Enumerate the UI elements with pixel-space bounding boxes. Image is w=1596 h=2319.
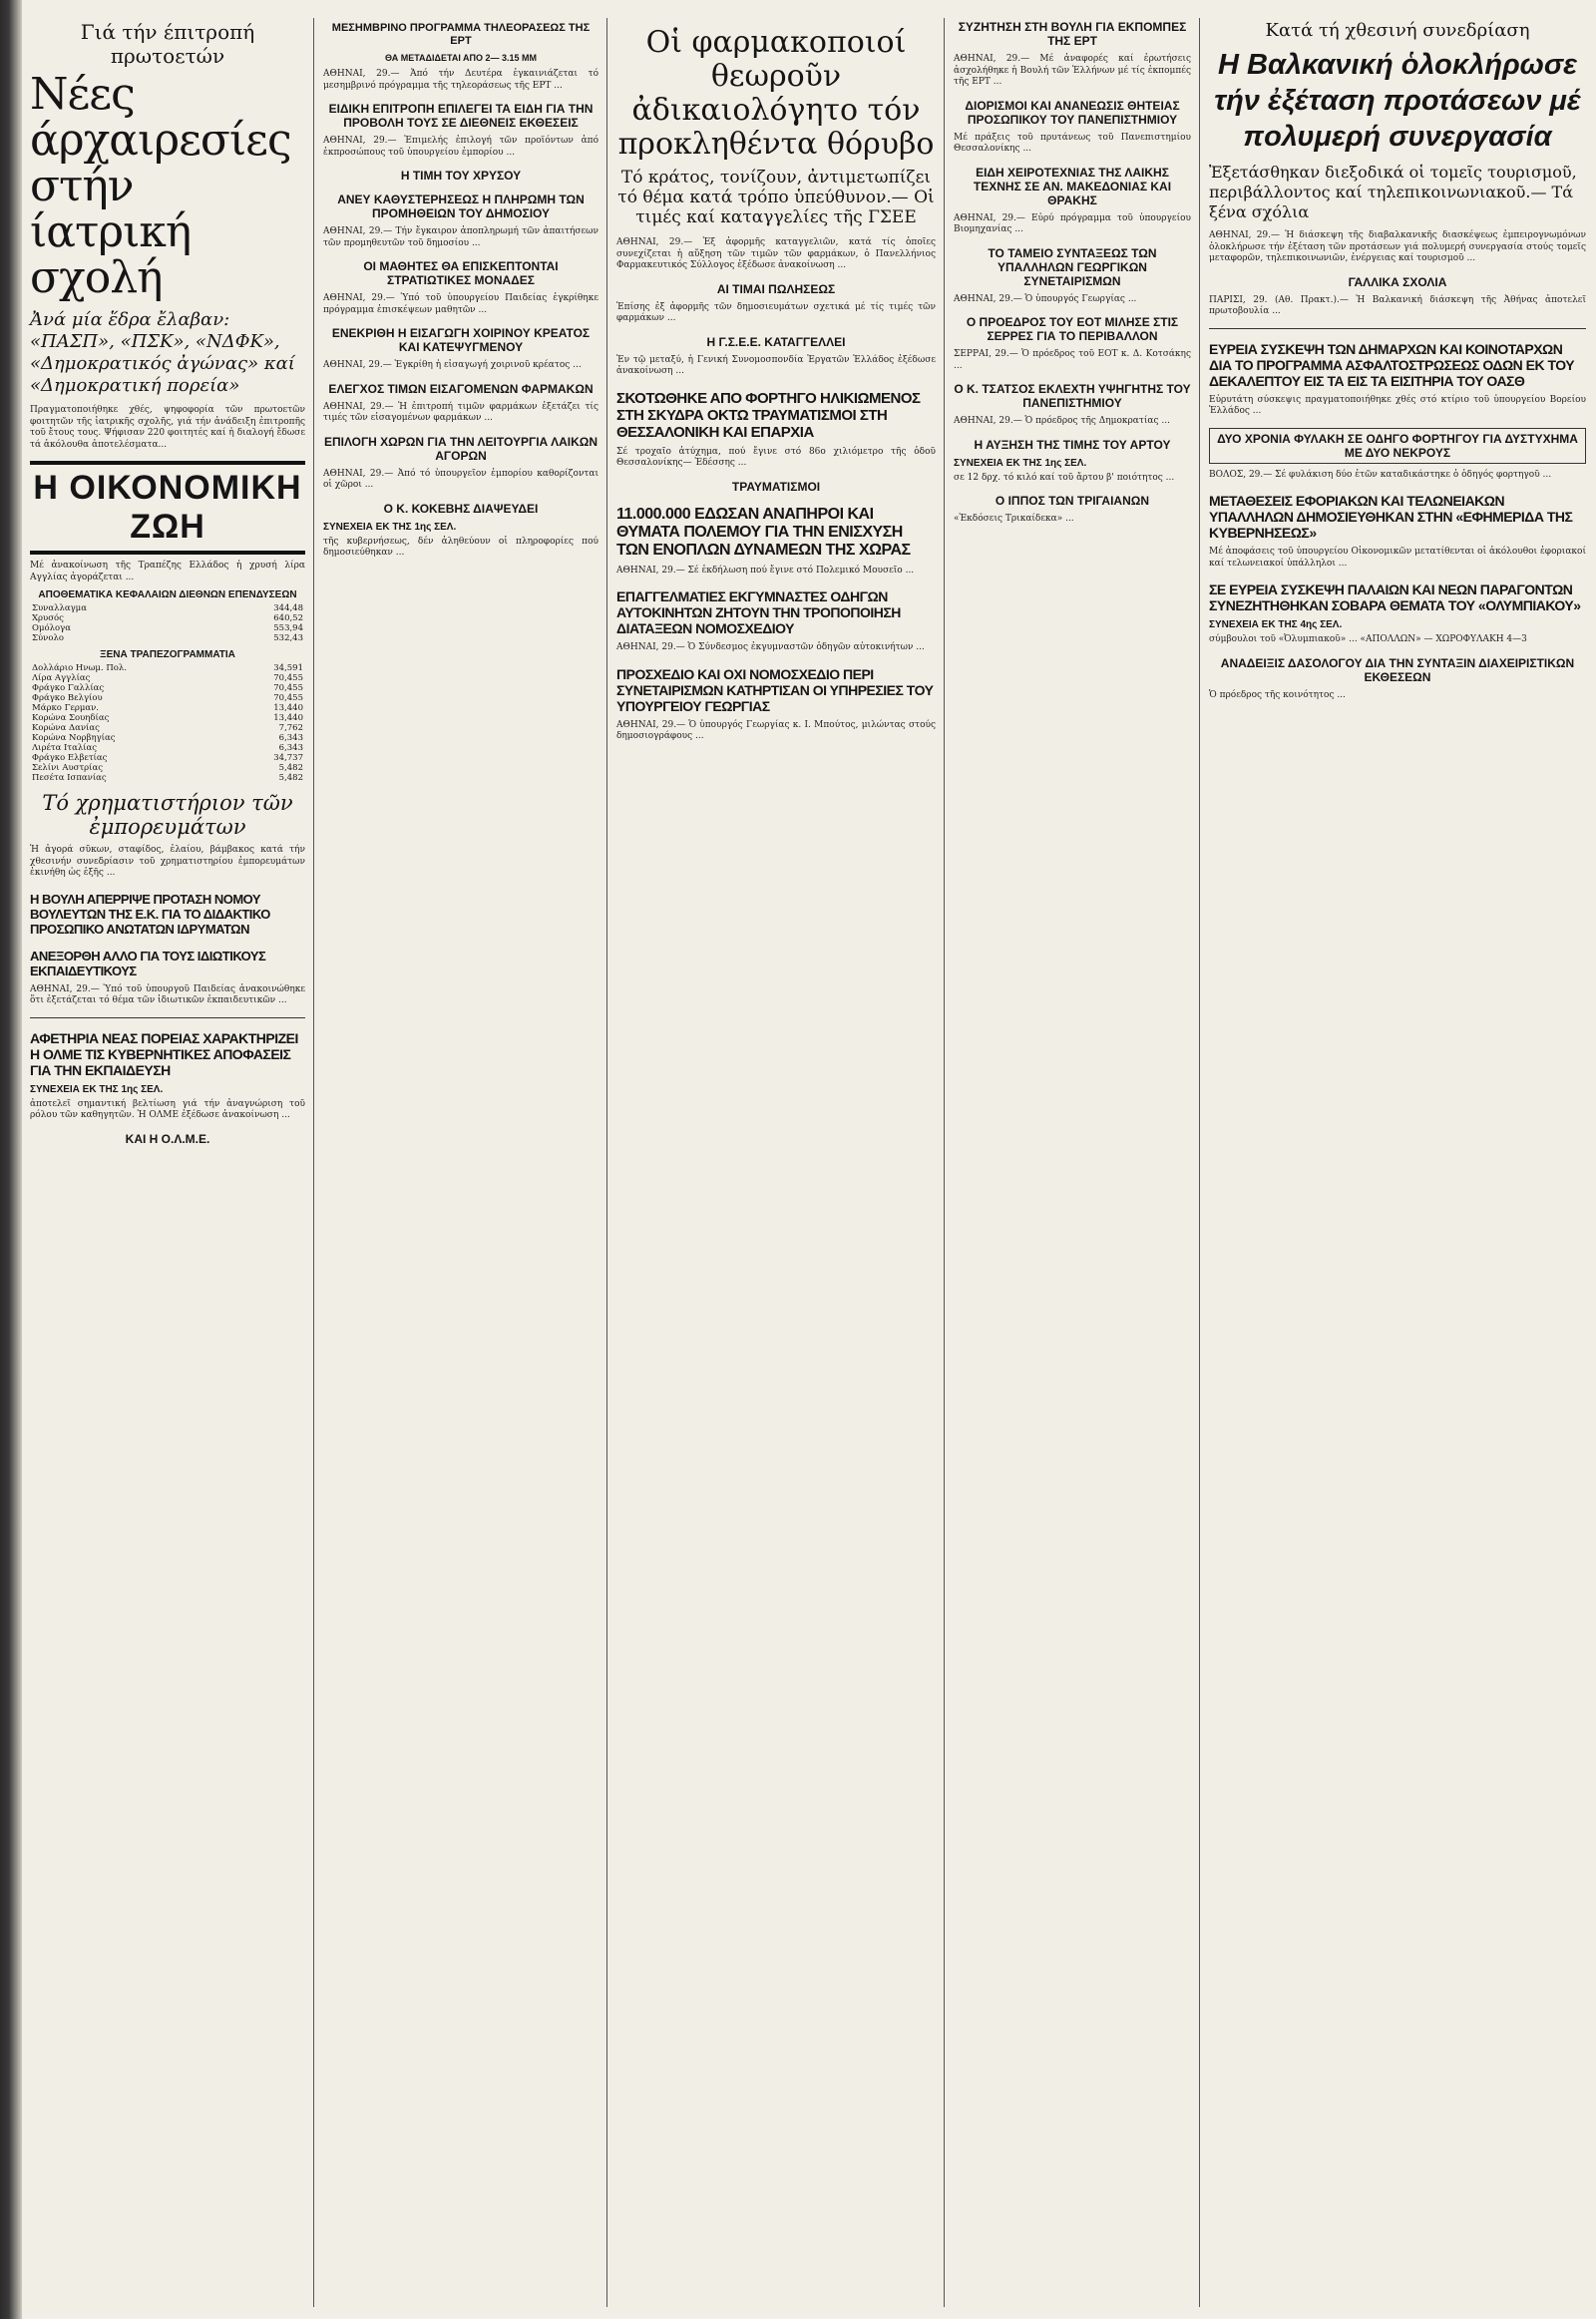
- table-row: [30, 733, 305, 743]
- row-label: Χρυσός: [32, 613, 64, 623]
- tsatsos-body: ΑΘΗΝΑΙ, 29.— Ὁ πρόεδρος τῆς Δημοκρατίας ...: [954, 416, 1170, 426]
- payments-body: ΑΘΗΝΑΙ, 29.— Τήν ἔγκαιρον ἀποπληρωμή τῶν ἀπαιτήσεων τῶν προμηθευτῶν τοῦ δημοσίου ...: [323, 226, 598, 248]
- economic-life-body: Μέ ἀνακοίνωση τῆς Τραπέζης Ελλάδος ἡ χρυσή λίρα Αγγλίας ἀγοράζεται ...: [30, 561, 305, 582]
- row-label: Συναλλαγμα: [32, 603, 87, 613]
- column-rule: [606, 18, 607, 2307]
- university-appointments-body: Μέ πράξεις τοῦ πρυτάνεως τοῦ Πανεπιστημίου Θεσσαλονίκης ...: [954, 132, 1191, 154]
- kokkevis-headline: Ο Κ. ΚΟΚΕΒΗΣ ΔΙΑΨΕΥΔΕΙ: [383, 501, 539, 516]
- medical-body: Πραγματοποιήθηκε χθές, ψηφοφορία τῶν πρωτοετῶν φοιτητῶν τῆς ἰατρικῆς σχολῆς, γιά τήν ἀνάδειξη ἐπιτροπῆς τοῦ ἔτους τους. Ψήφισαν 220 φοιτητές καί ἡ διαλογή ἔδωσε τά ἀκόλουθα ἀποτελέσματα...: [30, 405, 305, 450]
- pharmacists-body: ΑΘΗΝΑΙ, 29.— Ἐξ ἀφορμῆς καταγγελιῶν, κατά τίς ὁποῖες συνεχίζεται ἡ αὔξηση τῶν τιμῶν τῶν φαρμάκων, ὁ Πανελλήνιος Φαρμακευτικός Σύλλογος ἐξέδωσε ἀνακοίνωση ...: [616, 237, 936, 270]
- table-row: [30, 613, 305, 623]
- table-row: [30, 603, 305, 613]
- trojan-horse-body: «Ἐκδόσεις Τρικαίδεκα» ...: [954, 514, 1074, 524]
- olympiakos-headline: ΣΕ ΕΥΡΕΙΑ ΣΥΣΚΕΨΗ ΠΑΛΑΙΩΝ ΚΑΙ ΝΕΩΝ ΠΑΡΑΓΟΝΤΩΝ ΣΥΝΕΖΗΤΗΘΗΚΑΝ ΣΟΒΑΡΑ ΘΕΜΑΤΑ ΤΟΥ «ΟΛΥΜΠΙΑΚΟΥ»: [1209, 581, 1581, 613]
- war-disabled-headline: 11.000.000 ΕΔΩΣΑΝ ΑΝΑΠΗΡΟΙ ΚΑΙ ΘΥΜΑΤΑ ΠΟΛΕΜΟΥ ΓΙΑ ΤΗΝ ΕΝΙΣΧΥΣΗ ΤΩΝ ΕΝΟΠΛΩΝ ΔΥΝΑΜΕΩΝ ΤΗΣ ΧΩΡΑΣ: [616, 505, 911, 559]
- medical-kicker: Γιά τήν έπιτροπή πρωτοετών: [80, 20, 255, 68]
- column-1: [24, 18, 311, 2307]
- row-value: 5,482: [278, 773, 303, 783]
- french-comments-subheading: ΓΑΛΛΙΚΑ ΣΧΟΛΙΑ: [1348, 274, 1447, 289]
- column-3: [610, 18, 942, 2307]
- row-label: Κορώνα Σουηδίας: [32, 713, 110, 723]
- war-disabled-body: ΑΘΗΝΑΙ, 29.— Σέ ἐκδήλωση πού ἔγινε στό Πολεμικό Μουσεῖο ...: [616, 565, 915, 576]
- row-value: 640,52: [273, 613, 303, 623]
- reserves-heading: ΑΠΟΘΕΜΑΤΙΚΑ ΚΕΦΑΛΑΙΩΝ ΔΙΕΘΝΩΝ ΕΠΕΝΔΥΣΕΩΝ: [38, 589, 297, 600]
- column-5: [1203, 18, 1592, 2307]
- gsee-subheading: Η Γ.Σ.Ε.Ε. ΚΑΤΑΓΓΕΛΛΕΙ: [706, 334, 846, 349]
- row-label: Κορώνα Δανίας: [32, 723, 100, 733]
- pork-import-body: ΑΘΗΝΑΙ, 29.— Ἐγκρίθη ἡ εἰσαγωγή χοιρινοῦ κρέατος ...: [323, 360, 582, 370]
- table-row: [30, 753, 305, 763]
- pension-fund-body: ΑΘΗΝΑΙ, 29.— Ὁ ὑπουργός Γεωργίας ...: [954, 293, 1137, 304]
- row-label: Κορώνα Νορβηγίας: [32, 733, 116, 743]
- olympiakos-body: σύμβουλοι τοῦ «Ὀλυμπιακοῦ» ... «ΑΠΟΛΛΩΝ» — ΧΩΡΟΦΥΛΑΚΗ 4—3: [1209, 634, 1527, 644]
- row-value: 344,48: [273, 603, 303, 613]
- truck-accident-headline: ΣΚΟΤΩΘΗΚΕ ΑΠΟ ΦΟΡΤΗΓΟ ΗΛΙΚΙΩΜΕΝΟΣ ΣΤΗ ΣΚΥΔΡΑ ΟΚΤΩ ΤΡΑΥΜΑΤΙΣΜΟΙ ΣΤΗ ΘΕΣΣΑΛΟΝΙΚΗ ΚΑΙ ΕΠΑΡΧΙΑ: [616, 389, 921, 441]
- commodities-exchange-title: Τό χρηματιστήριον τῶν ἐμπορευμάτων: [42, 791, 293, 839]
- row-label: Φράγκο Γαλλίας: [32, 683, 105, 693]
- tsatsos-headline: Ο Κ. ΤΣΑΤΣΟΣ ΕΚΛΕΧΤΗ ΥΨΗΓΗΤΗΣ ΤΟΥ ΠΑΝΕΠΙΣΤΗΜΙΟΥ: [954, 382, 1191, 410]
- students-headline: ΟΙ ΜΑΘΗΤΕΣ ΘΑ ΕΠΙΣΚΕΠΤΟΝΤΑΙ ΣΤΡΑΤΙΩΤΙΚΕΣ ΜΟΝΑΔΕΣ: [363, 259, 559, 287]
- balkan-body: ΑΘΗΝΑΙ, 29.— Ἡ διάσκεψη τῆς διαβαλκανικῆς διασκέψεως ἐμπειρογνωμόνων ὁλοκλήρωσε τήν ἐξέταση τῶν προτάσεων γιά πολυμερή συνεργασία στούς τομεῖς μεταφορῶν, τηλεπικοινωνιῶν, ἐνέργειας καί τουρισμοῦ ...: [1209, 230, 1586, 263]
- drug-prices-body: ΑΘΗΝΑΙ, 29.— Ἡ ἐπιτροπή τιμῶν φαρμάκων ἐξετάζει τίς τιμές τῶν εἰσαγομένων φαρμάκων ...: [323, 401, 598, 423]
- row-value: 532,43: [273, 633, 303, 643]
- tv-program-body: ΑΘΗΝΑΙ, 29.— Ἀπό τήν Δευτέρα ἐγκαινιάζεται τό μεσημβρινό πρόγραμμα τῆς τηλεοράσεως τῆς ΕΡΤ ...: [323, 69, 598, 91]
- row-value: 70,455: [273, 683, 303, 693]
- mayors-meeting-headline: ΕΥΡΕΙΑ ΣΥΣΚΕΨΗ ΤΩΝ ΔΗΜΑΡΧΩΝ ΚΑΙ ΚΟΙΝΟΤΑΡΧΩΝ ΔΙΑ ΤΟ ΠΡΟΓΡΑΜΜΑ ΑΣΦΑΛΤΟΣΤΡΩΣΕΩΣ ΟΔΩΝ ΕΚ ΤΟΥ ΔΕΚΑΛΕΠΤΟΥ ΕΙΣ ΤΑ ΕΙΣ ΤΑ ΕΙΣΙΤΗΡΙΑ ΤΟΥ ΟΑΣΘ: [1209, 340, 1575, 389]
- prices-subheading: ΑΙ ΤΙΜΑΙ ΠΩΛΗΣΕΩΣ: [716, 281, 836, 296]
- tv-program-headline: ΜΕΣΗΜΒΡΙΝΟ ΠΡΟΓΡΑΜΜΑ ΤΗΛΕΟΡΑΣΕΩΣ ΤΗΣ ΕΡΤ: [331, 22, 591, 47]
- row-label: Ομόλογα: [32, 623, 71, 633]
- row-label: Μάρκο Γερμαν.: [32, 703, 100, 713]
- medical-headline: Νέες άρχαιρεσίες στήν ίατρική σχολή: [30, 69, 291, 303]
- table-row: [30, 693, 305, 703]
- row-value: 34,591: [273, 663, 303, 673]
- forester-headline: ΑΝΑΔΕΙΞΙΣ ΔΑΣΟΛΟΓΟΥ ΔΙΑ ΤΗΝ ΣΥΝΤΑΞΙΝ ΔΙΑΧΕΙΡΙΣΤΙΚΩΝ ΕΚΘΕΣΕΩΝ: [1220, 655, 1575, 684]
- prices-body: Ἐπίσης ἐξ ἀφορμῆς τῶν δημοσιευμάτων σχετικά μέ τίς τιμές τῶν φαρμάκων ...: [616, 301, 936, 323]
- row-value: 34,737: [273, 753, 303, 763]
- row-label: Λίρα Αγγλίας: [32, 673, 91, 683]
- table-row: [30, 743, 305, 753]
- truck-accident-body: Σέ τροχαῖο ἀτύχημα, πού ἔγινε στό 86ο χιλιόμετρο τῆς ὁδοῦ Θεσσαλονίκης— Ἐδέσσης ...: [616, 446, 936, 468]
- reserves-table: [30, 603, 305, 643]
- table-row: [30, 703, 305, 713]
- row-label: Λιρέτα Ιταλίας: [32, 743, 98, 753]
- fx-heading: ΞΕΝΑ ΤΡΑΠΕΖΟΓΡΑΜΜΑΤΙΑ: [100, 649, 235, 660]
- column-4: [948, 18, 1197, 2307]
- ert-debate-headline: ΣΥΖΗΤΗΣΗ ΣΤΗ ΒΟΥΛΗ ΓΙΑ ΕΚΠΟΜΠΕΣ ΤΗΣ ΕΡΤ: [958, 20, 1187, 48]
- table-row: [30, 723, 305, 733]
- pork-import-headline: ΕΝΕΚΡΙΘΗ Η ΕΙΣΑΓΩΓΗ ΧΟΙΡΙΝΟΥ ΚΡΕΑΤΟΣ ΚΑΙ ΚΑΤΕΨΥΓΜΕΝΟΥ: [331, 326, 591, 354]
- row-label: Φράγκο Ελβετίας: [32, 753, 108, 763]
- table-row: [30, 683, 305, 693]
- balkan-kicker: Κατά τή χθεσινή συνεδρίαση: [1265, 20, 1530, 41]
- markets-body: ΑΘΗΝΑΙ, 29.— Ἀπό τό ὑπουργεῖον ἐμπορίου καθορίζονται οἱ χῶροι ...: [323, 468, 598, 490]
- pharmacists-subheadline: Τό κράτος, τονίζουν, ἀντιμετωπίζει τό θέμα κατά τρόπο ὑπεύθυνον.— Οἱ τιμές καί καταγγελίες τῆς ΓΣΕΕ: [617, 168, 935, 227]
- column-2: [317, 18, 604, 2307]
- row-value: 6,343: [278, 733, 303, 743]
- trojan-horse-headline: Ο ΙΠΠΟΣ ΤΩΝ ΤΡΙΓΑΙΑΝΩΝ: [995, 494, 1150, 508]
- column-rule: [944, 18, 945, 2307]
- driving-instructors-body: ΑΘΗΝΑΙ, 29.— Ὁ Σύνδεσμος ἐκγυμναστῶν ὁδηγῶν αὐτοκινήτων ...: [616, 642, 925, 652]
- payments-headline: ΑΝΕΥ ΚΑΘΥΣΤΕΡΗΣΕΩΣ Η ΠΛΗΡΩΜΗ ΤΩΝ ΠΡΟΜΗΘΕΙΩΝ ΤΟΥ ΔΗΜΟΣΙΟΥ: [337, 193, 585, 220]
- folk-crafts-headline: ΕΙΔΗ ΧΕΙΡΟΤΕΧΝΙΑΣ ΤΗΣ ΛΑΙΚΗΣ ΤΕΧΝΗΣ ΣΕ ΑΝ. ΜΑΚΕΔΟΝΙΑΣ ΚΑΙ ΘΡΑΚΗΣ: [973, 165, 1172, 207]
- eot-body: ΣΕΡΡΑΙ, 29.— Ὁ πρόεδρος τοῦ ΕΟΤ κ. Δ. Κοτσάκης ...: [954, 349, 1191, 371]
- balkan-headline: Η Βαλκανική ὁλοκλήρωσε τήν ἐξέταση προτάσεων μέ πολυμερή συνεργασία: [1214, 49, 1581, 153]
- column-rule: [313, 18, 314, 2307]
- kokkevis-continued-label: ΣΥΝΕΧΕΙΑ ΕΚ ΤΗΣ 1ης ΣΕΛ.: [323, 521, 457, 533]
- kokkevis-body: τῆς κυβερνήσεως, δέν ἀληθεύουν οἱ πληροφορίες πού δημοσιεύθηκαν ...: [323, 536, 598, 558]
- folk-crafts-body: ΑΘΗΝΑΙ, 29.— Εὐρύ πρόγραμμα τοῦ ὑπουργείου Βιομηχανίας ...: [954, 212, 1191, 234]
- olme-headline: ΑΦΕΤΗΡΙΑ ΝΕΑΣ ΠΟΡΕΙΑΣ ΧΑΡΑΚΤΗΡΙΖΕΙ Η ΟΛΜΕ ΤΙΣ ΚΥΒΕΡΝΗΤΙΚΕΣ ΑΠΟΦΑΣΕΙΣ ΓΙΑ ΤΗΝ ΕΚΠΑΙΔΕΥΣΗ: [30, 1029, 298, 1078]
- french-comments-body: ΠΑΡΙΣΙ, 29. (Αθ. Πρακτ.).— Ἡ Βαλκανική διάσκεψη τῆς Ἀθήνας ἀποτελεῖ πρωτοβουλία ...: [1209, 294, 1586, 316]
- cooperatives-headline: ΠΡΟΣΧΕΔΙΟ ΚΑΙ ΟΧΙ ΝΟΜΟΣΧΕΔΙΟ ΠΕΡΙ ΣΥΝΕΤΑΙΡΙΣΜΩΝ ΚΑΤΗΡΤΙΣΑΝ ΟΙ ΥΠΗΡΕΣΙΕΣ ΤΟΥ ΥΠΟΥΡΓΕΙΟΥ ΓΕΩΡΓΙΑΣ: [616, 665, 934, 714]
- bread-price-headline: Η ΑΥΞΗΣΗ ΤΗΣ ΤΙΜΗΣ ΤΟΥ ΑΡΤΟΥ: [974, 437, 1171, 452]
- table-row: [30, 623, 305, 633]
- row-label: Φράγκο Βελγίου: [32, 693, 103, 703]
- injuries-subheading: ΤΡΑΥΜΑΤΙΣΜΟΙ: [731, 479, 821, 494]
- row-value: 70,455: [273, 693, 303, 703]
- commodities-exchange-body: Ἡ ἀγορά σῦκων, σταφίδος, ἐλαίου, βάμβακος κατά τήν χθεσινήν συνεδρίασιν τοῦ χρηματιστηρίου ἐμπορευμάτων ἐκινήθη ὡς ἑξῆς ...: [30, 845, 305, 878]
- private-teachers-headline: ΑΝΕΞΟΡΘΗ ΑΛΛΟ ΓΙΑ ΤΟΥΣ ΙΔΙΩΤΙΚΟΥΣ ΕΚΠΑΙΔΕΥΤΙΚΟΥΣ: [30, 948, 266, 978]
- ert-debate-body: ΑΘΗΝΑΙ, 29.— Μέ ἀναφορές καί ἐρωτήσεις ἀσχολήθηκε ἡ Βουλή τῶν Ἑλλήνων μέ τίς ἐκπομπές τῆς ΕΡΤ ...: [954, 54, 1191, 87]
- olme-subheading: ΚΑΙ Η Ο.Λ.Μ.Ε.: [125, 1131, 210, 1146]
- bread-continued-label: ΣΥΝΕΧΕΙΑ ΕΚ ΤΗΣ 1ης ΣΕΛ.: [954, 457, 1087, 469]
- truck-driver-prison-headline: ΔΥΟ ΧΡΟΝΙΑ ΦΥΛΑΚΗ ΣΕ ΟΔΗΓΟ ΦΟΡΤΗΓΟΥ ΓΙΑ ΔΥΣΤΥΧΗΜΑ ΜΕ ΔΥΟ ΝΕΚΡΟΥΣ: [1209, 428, 1586, 464]
- table-row: [30, 713, 305, 723]
- row-value: 70,455: [273, 673, 303, 683]
- medical-lede: Ἀνά μία ἕδρα ἔλαβαν: «ΠΑΣΠ», «ΠΣΚ», «ΝΔΦΚ», «Δημοκρατικός ἀγώνας» καί «Δημοκρατική πορεία»: [30, 309, 295, 396]
- divider: [1209, 328, 1586, 329]
- table-row: [30, 773, 305, 783]
- eot-headline: Ο ΠΡΟΕΔΡΟΣ ΤΟΥ ΕΟΤ ΜΙΛΗΣΕ ΣΤΙΣ ΣΕΡΡΕΣ ΓΙΑ ΤΟ ΠΕΡΙΒΑΛΛΟΝ: [966, 315, 1179, 343]
- row-value: 13,440: [273, 713, 303, 723]
- column-rule: [1199, 18, 1200, 2307]
- private-teachers-body: ΑΘΗΝΑΙ, 29.— Ὑπό τοῦ ὑπουργοῦ Παιδείας ἀνακοινώθηκε ὅτι ἐξετάζεται τό θέμα τῶν ἰδιωτικῶν ἐκπαιδευτικῶν ...: [30, 983, 305, 1005]
- row-value: 13,440: [273, 703, 303, 713]
- row-label: Σελίνι Αυστρίας: [32, 763, 103, 773]
- markets-headline: ΕΠΙΛΟΓΗ ΧΩΡΩΝ ΓΙΑ ΤΗΝ ΛΕΙΤΟΥΡΓΙΑ ΛΑΙΚΩΝ ΑΓΟΡΩΝ: [323, 434, 598, 463]
- tv-program-subhead: ΘΑ ΜΕΤΑΔΙΔΕΤΑΙ ΑΠΟ 2— 3.15 ΜΜ: [384, 53, 538, 63]
- mayors-meeting-body: Εὐρυτάτη σύσκεψις πραγματοποιήθηκε χθές στό κτίριο τοῦ ὑπουργείου Βορείου Ἑλλάδος ...: [1209, 394, 1586, 416]
- students-body: ΑΘΗΝΑΙ, 29.— Ὑπό τοῦ ὑπουργείου Παιδείας ἐγκρίθηκε πρόγραμμα ἐπισκέψεων μαθητῶν ...: [323, 293, 598, 315]
- table-row: [30, 763, 305, 773]
- university-appointments-headline: ΔΙΟΡΙΣΜΟΙ ΚΑΙ ΑΝΑΝΕΩΣΙΣ ΘΗΤΕΙΑΣ ΠΡΟΣΩΠΙΚΟΥ ΤΟΥ ΠΑΝΕΠΙΣΤΗΜΙΟΥ: [965, 98, 1180, 127]
- driving-instructors-headline: ΕΠΑΓΓΕΛΜΑΤΙΕΣ ΕΚΓΥΜΝΑΣΤΕΣ ΟΔΗΓΩΝ ΑΥΤΟΚΙΝΗΤΩΝ ΖΗΤΟΥΝ ΤΗΝ ΤΡΟΠΟΠΟΙΗΣΗ ΔΙΑΤΑΞΕΩΝ ΝΟΜΟΣΧΕΔΙΟΥ: [616, 588, 901, 636]
- exhibition-body: ΑΘΗΝΑΙ, 29.— Ἐπιμελής ἐπιλογή τῶν προϊόντων ἀπό ἐκπροσώπους τοῦ ὑπουργείου ἐμπορίου ...: [323, 136, 598, 158]
- forester-body: Ὁ πρόεδρος τῆς κοινότητος ...: [1209, 689, 1346, 700]
- balkan-lede: Ἐξετάσθηκαν διεξοδικά οἱ τομεῖς τουρισμοῦ, περιβάλλοντος καί τηλεπικοινωνιακοῦ.— Τά ξένα σχόλια: [1209, 163, 1577, 221]
- tax-transfers-headline: ΜΕΤΑΘΕΣΕΙΣ ΕΦΟΡΙΑΚΩΝ ΚΑΙ ΤΕΛΩΝΕΙΑΚΩΝ ΥΠΑΛΛΗΛΩΝ ΔΗΜΟΣΙΕΥΘΗΚΑΝ ΣΤΗΝ «ΕΦΗΜΕΡΙΔΑ ΤΗΣ ΚΥΒΕΡΝΗΣΕΩΣ»: [1209, 493, 1573, 541]
- table-row: [30, 663, 305, 673]
- row-value: 553,94: [273, 623, 303, 633]
- exhibition-headline: ΕΙΔΙΚΗ ΕΠΙΤΡΟΠΗ ΕΠΙΛΕΓΕΙ ΤΑ ΕΙΔΗ ΓΙΑ ΤΗΝ ΠΡΟΒΟΛΗ ΤΟΥΣ ΣΕ ΔΙΕΘΝΕΙΣ ΕΚΘΕΣΕΙΣ: [328, 102, 594, 130]
- bread-price-body: σε 12 δρχ. τό κιλό καί τοῦ ἄρτου β' ποιότητος ...: [954, 472, 1175, 483]
- pension-fund-headline: ΤΟ ΤΑΜΕΙΟ ΣΥΝΤΑΞΕΩΣ ΤΩΝ ΥΠΑΛΛΗΛΩΝ ΓΕΩΡΓΙΚΩΝ ΣΥΝΕΤΑΙΡΙΣΜΩΝ: [988, 245, 1157, 288]
- parliament-headline: Η ΒΟΥΛΗ ΑΠΕΡΡΙΨΕ ΠΡΟΤΑΣΗ ΝΟΜΟΥ ΒΟΥΛΕΥΤΩΝ ΤΗΣ Ε.Κ. ΓΙΑ ΤΟ ΔΙΔΑΚΤΙΚΟ ΠΡΟΣΩΠΙΚΟ ΑΝΩΤΑΤΩΝ ΙΔΡΥΜΑΤΩΝ: [30, 891, 270, 937]
- table-row: [30, 633, 305, 643]
- row-value: 7,762: [278, 723, 303, 733]
- truck-driver-prison-body: ΒΟΛΟΣ, 29.— Σέ φυλάκιση δύο ἐτῶν καταδικάστηκε ὁ ὁδηγός φορτηγοῦ ...: [1209, 469, 1552, 480]
- page-binding-edge: [0, 0, 22, 2319]
- row-value: 6,343: [278, 743, 303, 753]
- tax-transfers-body: Μέ ἀποφάσεις τοῦ ὑπουργείου Οἰκονομικῶν μετατίθενται οἱ ἀκόλουθοι ἐφοριακοί καί τελωνειακοί ὑπάλληλοι ...: [1209, 547, 1586, 569]
- divider: [30, 1017, 305, 1018]
- table-row: [30, 673, 305, 683]
- economic-life-title: Η ΟΙΚΟΝΟΜΙΚΗ ΖΩΗ: [33, 469, 302, 546]
- economic-life-banner: [30, 461, 305, 555]
- row-label: Πεσέτα Ισπανίας: [32, 773, 107, 783]
- gold-price-title: Η ΤΙΜΗ ΤΟΥ ΧΡΥΣΟΥ: [400, 169, 522, 183]
- row-label: Σύνολο: [32, 633, 64, 643]
- drug-prices-headline: ΕΛΕΓΧΟΣ ΤΙΜΩΝ ΕΙΣΑΓΟΜΕΝΩΝ ΦΑΡΜΑΚΩΝ: [328, 381, 594, 396]
- olme-continued-label: ΣΥΝΕΧΕΙΑ ΕΚ ΤΗΣ 1ης ΣΕΛ.: [30, 1083, 164, 1095]
- olympiakos-continued-label: ΣΥΝΕΧΕΙΑ ΕΚ ΤΗΣ 4ης ΣΕΛ.: [1209, 619, 1343, 630]
- cooperatives-body: ΑΘΗΝΑΙ, 29.— Ὁ ὑπουργός Γεωργίας κ. Ι. Μπούτος, μιλώντας στούς δημοσιογράφους ...: [616, 719, 936, 741]
- olme-body: ἀποτελεῖ σημαντική βελτίωση γιά τήν ἀναγνώριση τοῦ ρόλου τῶν καθηγητῶν. Ἡ ΟΛΜΕ ἐξέδωσε ἀνακοίνωση ...: [30, 1098, 305, 1120]
- pharmacists-headline: Οἱ φαρμακοποιοί θεωροῦν ἀδικαιολόγητο τόν προκληθέντα θόρυβο: [617, 25, 935, 162]
- row-value: 5,482: [278, 763, 303, 773]
- gsee-body: Ἐν τῷ μεταξύ, ἡ Γενική Συνομοσπονδία Ἐργατῶν Ἑλλάδος ἐξέδωσε ἀνακοίνωση ...: [616, 354, 936, 376]
- row-label: Δολλάριο Ηνωμ. Πολ.: [32, 663, 127, 673]
- fx-table: [30, 663, 305, 783]
